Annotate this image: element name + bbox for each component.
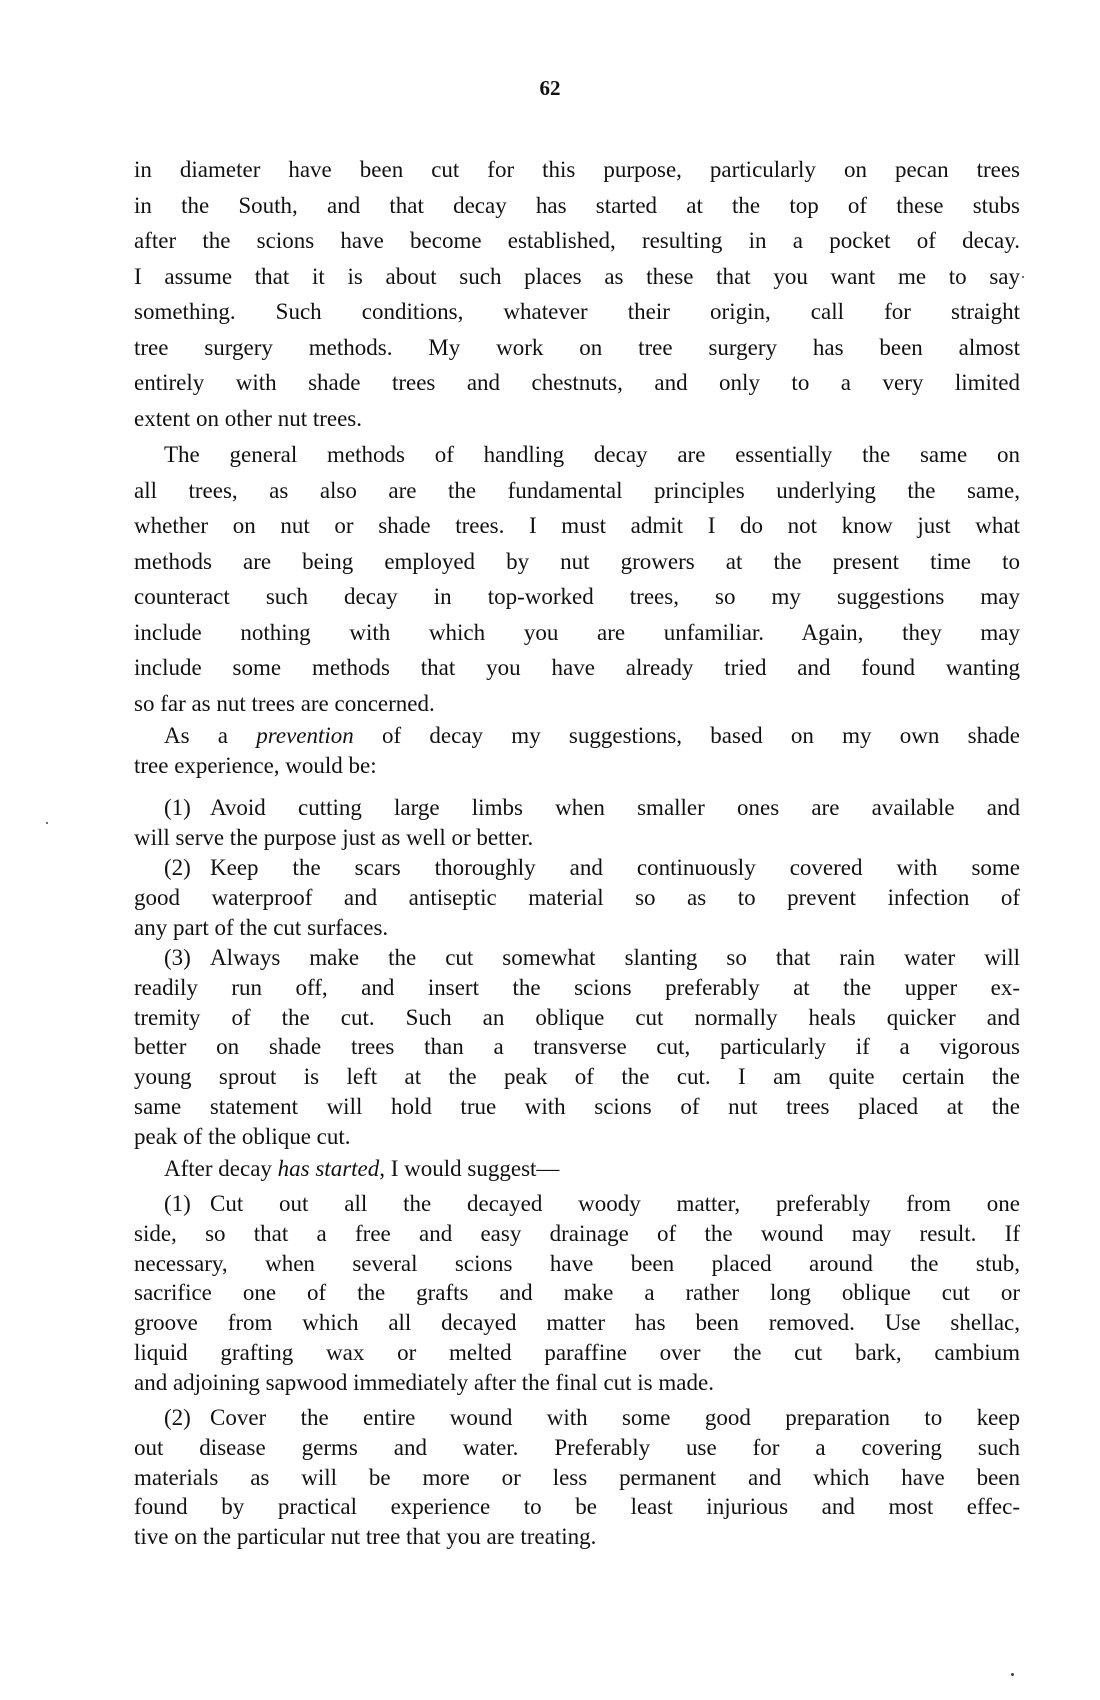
text-segment: tremity of the cut. Such an oblique cut normally heals quicker and (134, 1004, 1020, 1030)
italic-text: prevention (256, 723, 354, 748)
text-line (134, 1433, 1020, 1463)
text-segment: of decay my suggestions, based on my own shade (353, 723, 1020, 748)
paragraph (134, 437, 1020, 721)
text-line (134, 686, 1020, 722)
text-line (134, 883, 1020, 913)
text-segment: tree experience, would be: (134, 752, 377, 778)
text-segment: I assume that it is about such places as these that you want me to say (134, 263, 1020, 289)
text-line (134, 721, 1020, 751)
text-line (134, 1219, 1020, 1249)
text-line (134, 1368, 1020, 1398)
text-segment: materials as will be more or less permanent and which have been (134, 1464, 1020, 1490)
text-segment: After decay (164, 1156, 278, 1181)
text-line (134, 152, 1020, 188)
text-segment: readily run off, and insert the scions preferably at the upper ex- (134, 974, 1020, 1000)
text-line (134, 473, 1020, 509)
text-line (134, 223, 1020, 259)
text-line (134, 259, 1020, 295)
numbered-item (134, 1403, 1020, 1552)
text-line (134, 1249, 1020, 1279)
text-segment: liquid grafting wax or melted paraffine over the cut bark, cambium (134, 1339, 1020, 1365)
text-segment: better on shade trees than a transverse cut, particularly if a vigorous (134, 1034, 1020, 1060)
item-number: (2) (164, 1405, 191, 1430)
text-segment: Cover the entire wound with some good preparation to keep (210, 1405, 1020, 1430)
text-line (134, 650, 1020, 686)
text-line (134, 1403, 1020, 1433)
numbered-item (134, 1189, 1020, 1398)
text-line (134, 1092, 1020, 1122)
text-segment: good waterproof and antiseptic material so as to prevent infection of (134, 884, 1020, 910)
text-segment: methods are being employed by nut growers at the present time to (134, 548, 1020, 574)
text-line (134, 1122, 1020, 1152)
text-segment: in diameter have been cut for this purpose, particularly on pecan trees (134, 157, 1020, 182)
numbered-item (134, 793, 1020, 853)
paragraph (134, 1154, 1020, 1184)
item-number: (2) (164, 855, 191, 880)
text-segment: young sprout is left at the peak of the cut. I am quite certain the (134, 1064, 1020, 1090)
text-segment: tive on the particular nut tree that you are treating. (134, 1524, 597, 1550)
text-segment: sacrifice one of the grafts and make a rather long oblique cut or (134, 1280, 1020, 1306)
text-line (134, 508, 1020, 544)
text-line (134, 1308, 1020, 1338)
italic-text: has started, (277, 1156, 385, 1181)
text-segment: I would suggest— (385, 1156, 560, 1181)
text-segment: out disease germs and water. Preferably use for a covering such (134, 1434, 1020, 1460)
text-line (134, 188, 1020, 224)
item-number: (1) (164, 1191, 191, 1216)
text-segment: The general methods of handling decay are essentially the same on (164, 442, 1020, 467)
text-segment: extent on other nut trees. (134, 405, 363, 431)
text-segment: something. Such conditions, whatever their origin, call for straight (134, 299, 1020, 324)
text-segment: Cut out all the decayed woody matter, preferably from one (210, 1191, 1020, 1216)
text-line (134, 793, 1020, 823)
text-segment: in the South, and that decay has started at the top of these stubs (134, 192, 1020, 218)
text-segment: counteract such decay in top-worked trees, so my suggestions may (134, 584, 1020, 609)
scan-speck (1022, 276, 1024, 278)
text-line (134, 913, 1020, 943)
text-segment: peak of the oblique cut. (134, 1123, 351, 1149)
text-line (134, 751, 1020, 781)
text-line (134, 943, 1020, 973)
text-line (134, 1154, 1020, 1184)
text-segment: include some methods that you have already tried and found wanting (134, 655, 1020, 680)
text-line (134, 1032, 1020, 1062)
text-segment: Keep the scars thoroughly and continuously covered with some (210, 855, 1020, 880)
text-segment: Always make the cut somewhat slanting so that rain water will (210, 945, 1020, 970)
text-segment: side, so that a free and easy drainage of the wound may result. If (134, 1220, 1020, 1246)
text-line (134, 615, 1020, 651)
item-number: (1) (164, 795, 191, 820)
text-line (134, 973, 1020, 1003)
text-segment: found by practical experience to be least injurious and most effec- (134, 1494, 1020, 1520)
text-segment: so far as nut trees are concerned. (134, 690, 435, 716)
numbered-item (134, 943, 1020, 1152)
text-segment: necessary, when several scions have been placed around the stub, (134, 1250, 1020, 1276)
text-line (134, 294, 1020, 330)
text-line (134, 1003, 1020, 1033)
text-line (134, 1189, 1020, 1219)
text-segment: include nothing with which you are unfamiliar. Again, they may (134, 619, 1020, 645)
scan-speck (1011, 1673, 1014, 1676)
text-line (134, 1522, 1020, 1552)
item-number: (3) (164, 945, 191, 970)
scan-speck (46, 822, 48, 824)
text-segment: will serve the purpose just as well or better. (134, 824, 534, 850)
text-line (134, 1463, 1020, 1493)
text-segment: all trees, as also are the fundamental principles underlying the same, (134, 477, 1020, 503)
text-line (134, 1492, 1020, 1522)
paragraph (134, 152, 1020, 436)
text-segment: whether on nut or shade trees. I must admit I do not know just what (134, 513, 1020, 538)
text-segment: entirely with shade trees and chestnuts, and only to a very limited (134, 370, 1020, 395)
text-line (134, 823, 1020, 853)
text-segment: same statement will hold true with scions of nut trees placed at the (134, 1093, 1020, 1119)
text-line (134, 579, 1020, 615)
text-line (134, 330, 1020, 366)
text-line (134, 544, 1020, 580)
text-segment: Avoid cutting large limbs when smaller ones are available and (210, 795, 1020, 820)
text-segment: groove from which all decayed matter has been removed. Use shellac, (134, 1310, 1020, 1336)
paragraph (134, 721, 1020, 781)
text-segment: any part of the cut surfaces. (134, 914, 389, 940)
text-segment: and adjoining sapwood immediately after the final cut is made. (134, 1369, 714, 1395)
text-line (134, 1338, 1020, 1368)
text-line (134, 437, 1020, 473)
page-number: 62 (539, 76, 561, 100)
text-line (134, 401, 1020, 437)
text-line (134, 365, 1020, 401)
numbered-item (134, 853, 1020, 942)
text-segment: As a (164, 723, 257, 748)
text-line (134, 1062, 1020, 1092)
text-segment: tree surgery methods. My work on tree surgery has been almost (134, 334, 1020, 360)
text-line (134, 853, 1020, 883)
text-segment: after the scions have become established, resulting in a pocket of decay. (134, 228, 1020, 253)
text-line (134, 1278, 1020, 1308)
